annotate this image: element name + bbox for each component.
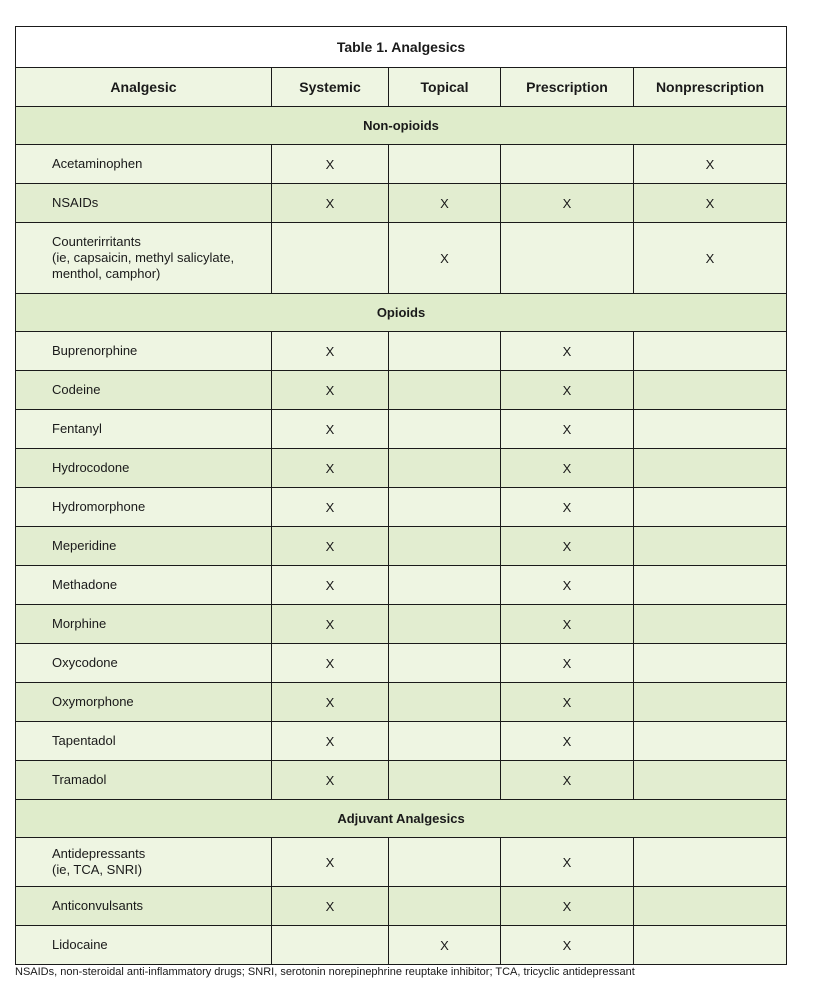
prescription-mark-cell: X [501,566,634,605]
topical-mark-cell: X [389,926,501,965]
analgesic-name: Tapentadol [52,733,116,748]
analgesic-name: Meperidine [52,538,117,553]
table-row [16,371,787,410]
table-row [16,722,787,761]
nonprescription-mark-cell [634,644,787,683]
analgesic-name-cell [16,410,272,449]
topical-mark-cell [389,605,501,644]
prescription-mark-cell: X [501,722,634,761]
analgesic-name: Fentanyl [52,421,102,436]
nonprescription-mark-cell: X [634,145,787,184]
prescription-mark-cell [501,223,634,294]
prescription-mark-cell: X [501,644,634,683]
analgesic-name-cell [16,527,272,566]
nonprescription-mark-cell [634,527,787,566]
topical-mark-cell [389,683,501,722]
analgesic-name-cell [16,605,272,644]
table-row [16,605,787,644]
topical-mark-cell: X [389,223,501,294]
topical-mark-cell [389,838,501,887]
prescription-mark-cell: X [501,838,634,887]
table-row [16,566,787,605]
systemic-mark-cell: X [272,145,389,184]
nonprescription-mark-cell [634,605,787,644]
analgesic-name: Codeine [52,382,101,397]
topical-mark-cell [389,488,501,527]
nonprescription-mark-cell [634,449,787,488]
table-title: Table 1. Analgesics [16,27,787,68]
analgesic-name: Antidepressants (ie, TCA, SNRI) [52,846,146,877]
analgesic-name-cell [16,722,272,761]
topical-mark-cell [389,449,501,488]
topical-mark-cell [389,332,501,371]
nonprescription-mark-cell [634,371,787,410]
analgesic-name-cell [16,887,272,926]
nonprescription-mark-cell [634,566,787,605]
table-row [16,683,787,722]
topical-mark-cell [389,644,501,683]
analgesic-name-cell [16,223,272,294]
systemic-mark-cell: X [272,605,389,644]
systemic-mark-cell: X [272,644,389,683]
analgesic-name-cell [16,761,272,800]
topical-mark-cell [389,145,501,184]
systemic-mark-cell: X [272,488,389,527]
systemic-mark-cell: X [272,527,389,566]
nonprescription-mark-cell [634,722,787,761]
systemic-mark-cell [272,223,389,294]
systemic-mark-cell [272,926,389,965]
prescription-mark-cell: X [501,683,634,722]
nonprescription-mark-cell [634,887,787,926]
nonprescription-mark-cell [634,332,787,371]
systemic-mark-cell: X [272,410,389,449]
table-row [16,926,787,965]
analgesic-name: Anticonvulsants [52,898,144,913]
topical-mark-cell [389,887,501,926]
table-row [16,449,787,488]
section-header-row [16,800,787,838]
section-header: Opioids [16,294,787,332]
analgesic-name: Acetaminophen [52,156,143,171]
analgesic-name-cell [16,449,272,488]
nonprescription-mark-cell: X [634,223,787,294]
systemic-mark-cell: X [272,887,389,926]
topical-mark-cell [389,371,501,410]
prescription-mark-cell: X [501,926,634,965]
section-header: Adjuvant Analgesics [16,800,787,838]
systemic-mark-cell: X [272,332,389,371]
analgesics-table-container [15,26,786,965]
analgesic-name: Oxymorphone [52,694,134,709]
column-header-nonprescription: Nonprescription [634,68,787,107]
prescription-mark-cell: X [501,605,634,644]
systemic-mark-cell: X [272,838,389,887]
analgesic-name-cell [16,838,272,887]
nonprescription-mark-cell: X [634,184,787,223]
table-footnote: NSAIDs, non-steroidal anti-inflammatory drugs; SNRI, serotonin norepinephrine reuptake inhibitor; TCA, tricyclic antidepressant [15,966,635,978]
prescription-mark-cell [501,145,634,184]
topical-mark-cell [389,722,501,761]
analgesic-name: Morphine [52,616,107,631]
analgesic-name: Oxycodone [52,655,118,670]
nonprescription-mark-cell [634,926,787,965]
analgesic-name-cell [16,644,272,683]
systemic-mark-cell: X [272,449,389,488]
analgesics-table [15,26,787,965]
nonprescription-mark-cell [634,683,787,722]
analgesic-name: Tramadol [52,772,107,787]
analgesic-name-cell [16,332,272,371]
analgesic-name: Hydromorphone [52,499,146,514]
systemic-mark-cell: X [272,761,389,800]
analgesic-name: Lidocaine [52,937,108,952]
prescription-mark-cell: X [501,761,634,800]
analgesic-name-cell [16,683,272,722]
table-row [16,644,787,683]
prescription-mark-cell: X [501,887,634,926]
nonprescription-mark-cell [634,488,787,527]
analgesic-name: Buprenorphine [52,343,138,358]
analgesic-name-cell [16,926,272,965]
topical-mark-cell [389,410,501,449]
nonprescription-mark-cell [634,410,787,449]
analgesic-name: Hydrocodone [52,460,130,475]
topical-mark-cell [389,761,501,800]
systemic-mark-cell: X [272,371,389,410]
prescription-mark-cell: X [501,410,634,449]
table-row [16,410,787,449]
analgesic-name-cell [16,371,272,410]
section-header: Non-opioids [16,107,787,145]
table-row [16,332,787,371]
table-row [16,145,787,184]
nonprescription-mark-cell [634,761,787,800]
column-header-analgesic: Analgesic [16,68,272,107]
table-row [16,838,787,887]
topical-mark-cell [389,527,501,566]
table-row [16,184,787,223]
table-body [16,107,787,965]
analgesic-name-cell [16,488,272,527]
section-header-row [16,294,787,332]
prescription-mark-cell: X [501,527,634,566]
prescription-mark-cell: X [501,184,634,223]
nonprescription-mark-cell [634,838,787,887]
analgesic-name-cell [16,145,272,184]
prescription-mark-cell: X [501,449,634,488]
topical-mark-cell: X [389,184,501,223]
column-header-prescription: Prescription [501,68,634,107]
table-row [16,527,787,566]
analgesic-name: Counterirritants (ie, capsaicin, methyl salicylate, menthol, camphor) [52,234,235,281]
table-row [16,761,787,800]
table-row [16,223,787,294]
prescription-mark-cell: X [501,371,634,410]
table-row [16,488,787,527]
topical-mark-cell [389,566,501,605]
analgesic-name-cell [16,184,272,223]
systemic-mark-cell: X [272,566,389,605]
systemic-mark-cell: X [272,722,389,761]
column-header-row [16,68,787,107]
section-header-row [16,107,787,145]
analgesic-name: Methadone [52,577,118,592]
prescription-mark-cell: X [501,488,634,527]
column-header-topical: Topical [389,68,501,107]
table-row [16,887,787,926]
systemic-mark-cell: X [272,184,389,223]
systemic-mark-cell: X [272,683,389,722]
column-header-systemic: Systemic [272,68,389,107]
analgesic-name: NSAIDs [52,195,99,210]
analgesic-name-cell [16,566,272,605]
prescription-mark-cell: X [501,332,634,371]
